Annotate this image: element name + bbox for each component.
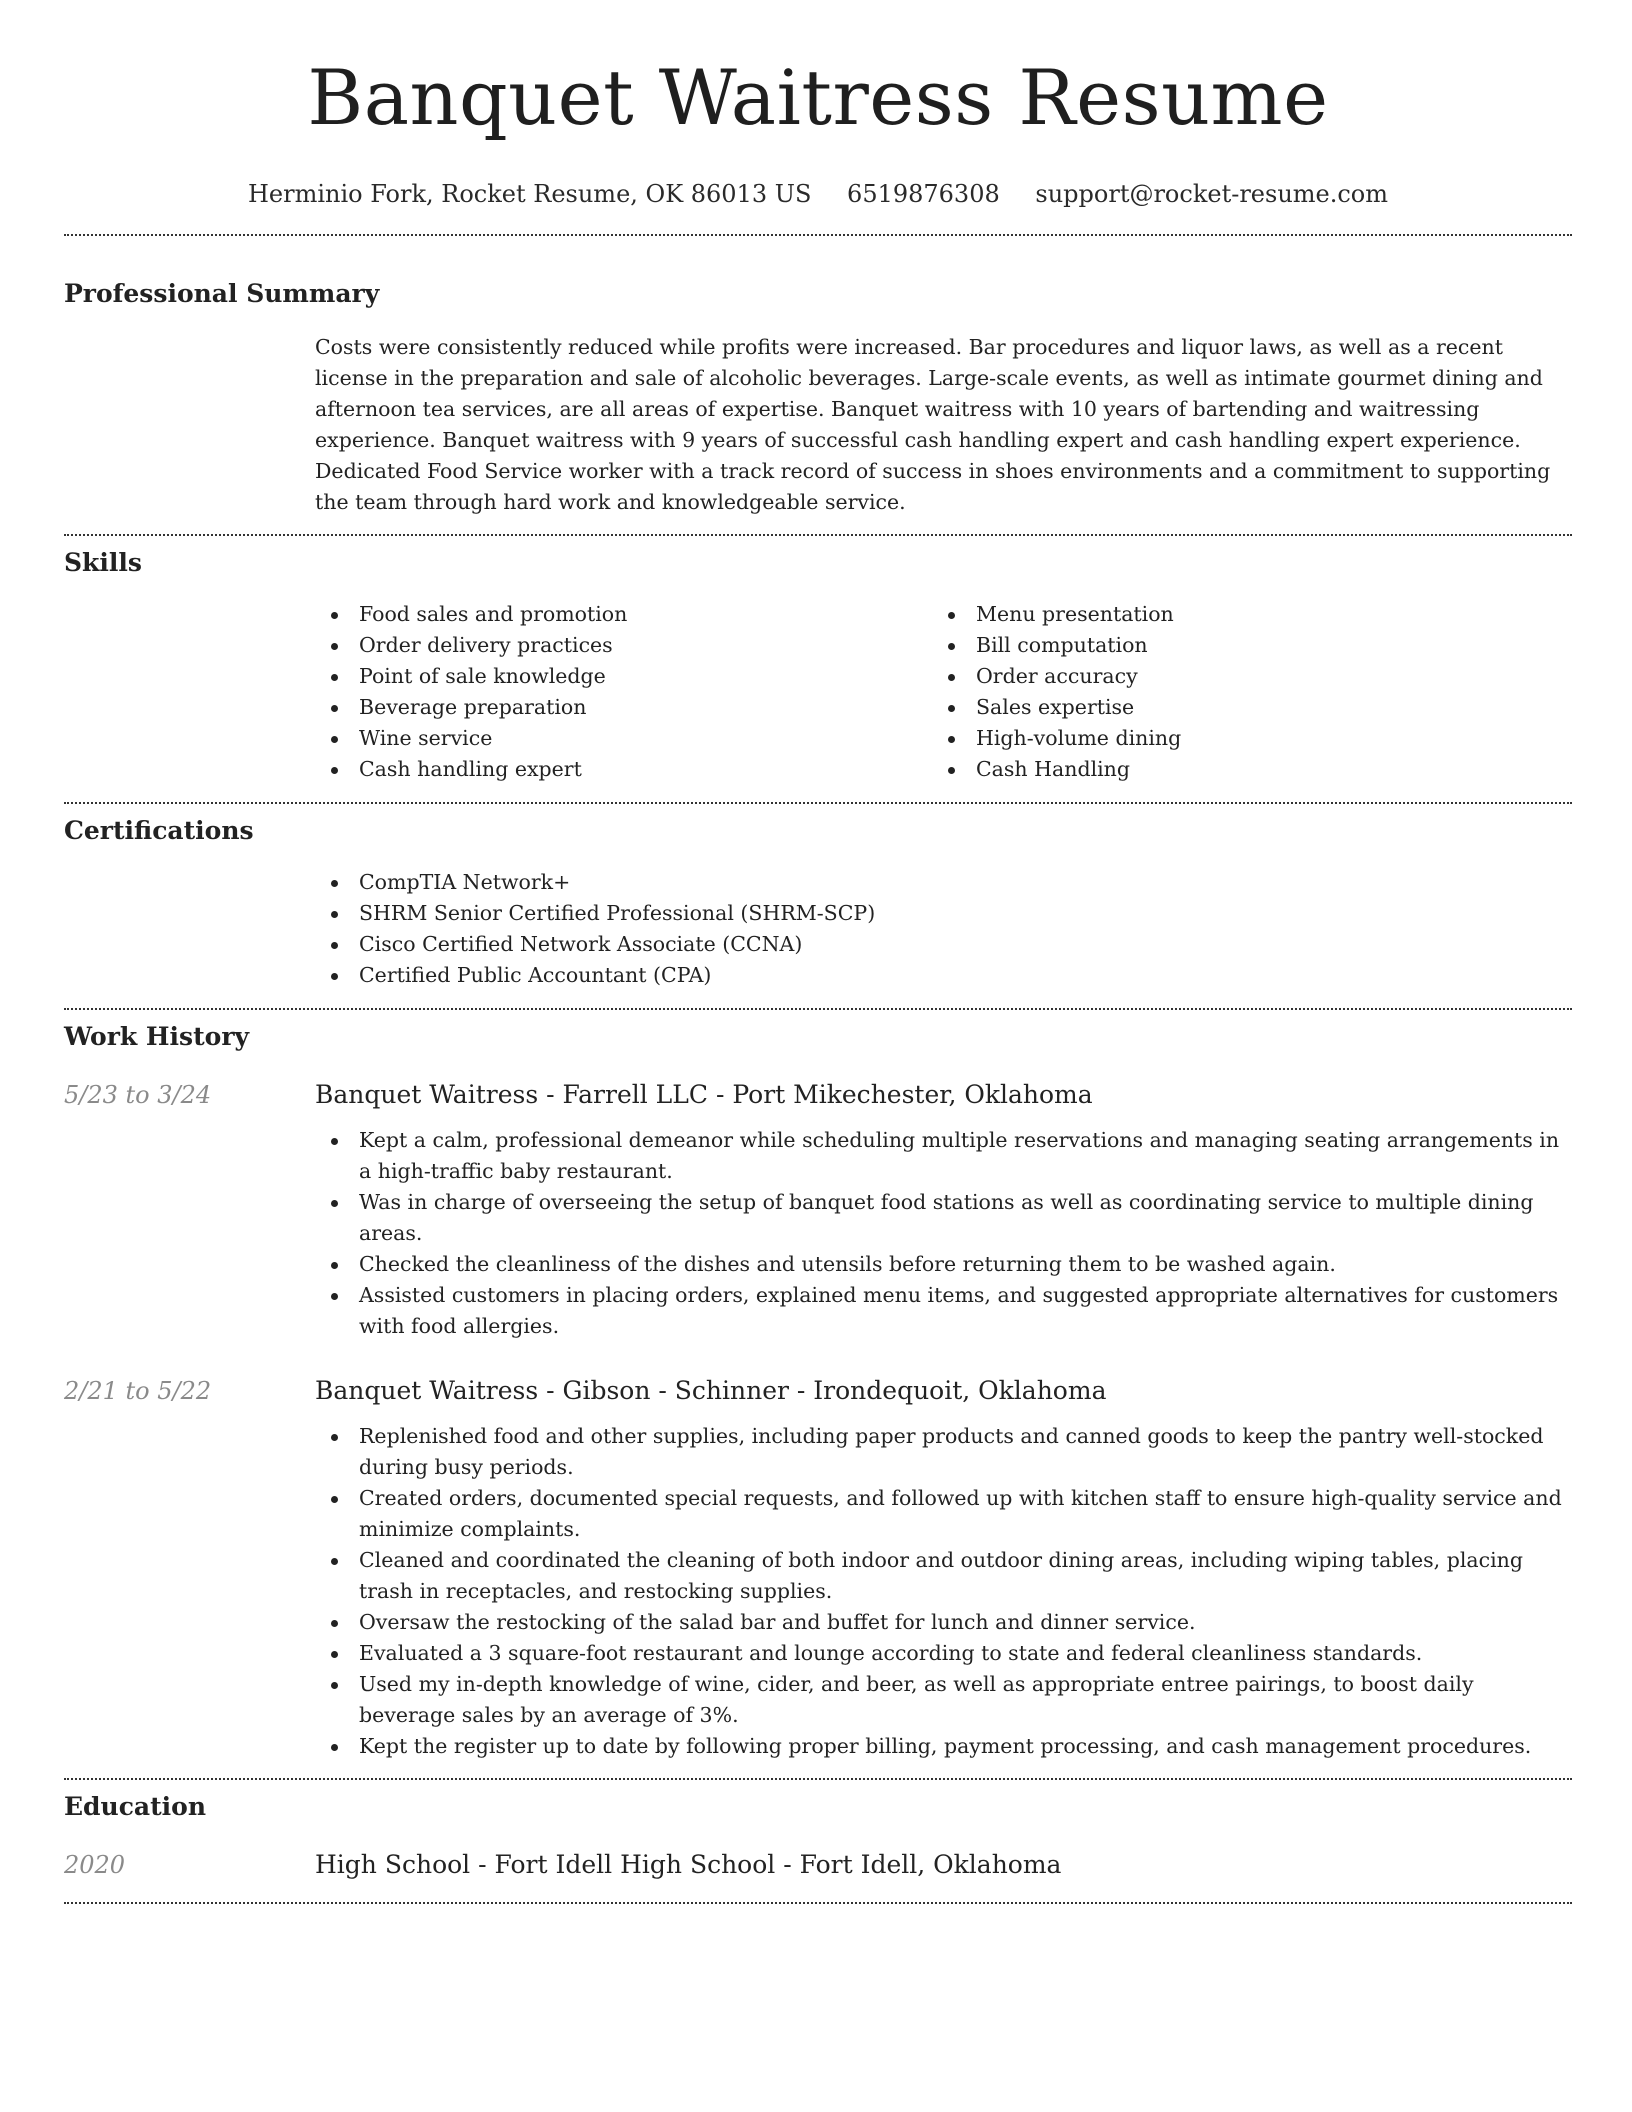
job-bullet: Was in charge of overseeing the setup of banquet food stations as well as coordinating service to multiple dining areas. (315, 1187, 1572, 1249)
certification-item: Certified Public Accountant (CPA) (315, 960, 1572, 991)
skill-item: High-volume dining (932, 723, 1549, 754)
job-bullet: Used my in-depth knowledge of wine, cider, and beer, as well as appropriate entree pairings, to boost daily beverage sales by an average of 3%. (315, 1669, 1572, 1731)
job-bullet: Cleaned and coordinated the cleaning of both indoor and outdoor dining areas, including wiping tables, placing trash in receptacles, and restocking supplies. (315, 1545, 1572, 1607)
education-title: High School - Fort Idell High School - Fort Idell, Oklahoma (315, 1850, 1062, 1879)
resume-title: Banquet Waitress Resume (307, 53, 1329, 142)
job-header (64, 1078, 1572, 1112)
skills-list-right (932, 599, 1549, 785)
contact-address: Herminio Fork, Rocket Resume, OK 86013 US (247, 180, 812, 208)
section-heading-work-history: Work History (64, 1022, 250, 1051)
job-header (64, 1374, 1572, 1408)
skill-item: Bill computation (932, 630, 1549, 661)
contact-phone: 6519876308 (847, 180, 1000, 208)
certifications-section (64, 814, 1572, 991)
contact-line (64, 178, 1572, 210)
job-bullet: Assisted customers in placing orders, explained menu items, and suggested appropriate alternatives for customers with food allergies. (315, 1280, 1572, 1342)
job-bullet: Replenished food and other supplies, including paper products and canned goods to keep the pantry well-stocked during busy periods. (315, 1421, 1572, 1483)
job-bullet: Evaluated a 3 square-foot restaurant and lounge according to state and federal cleanliness standards. (315, 1638, 1572, 1669)
certification-item: Cisco Certified Network Associate (CCNA) (315, 929, 1572, 960)
job-bullet: Created orders, documented special requests, and followed up with kitchen staff to ensure high-quality service and minimize complaints. (315, 1483, 1572, 1545)
job-entry (64, 1374, 1572, 1762)
education-entry (64, 1848, 1572, 1882)
skill-item: Beverage preparation (315, 692, 932, 723)
skills-columns (315, 599, 1572, 785)
job-bullet: Kept a calm, professional demeanor while scheduling multiple reservations and managing seating arrangements in a high-traffic baby restaurant. (315, 1125, 1572, 1187)
job-title: Banquet Waitress - Gibson - Schinner - Irondequoit, Oklahoma (315, 1376, 1107, 1405)
skill-item: Cash Handling (932, 754, 1549, 785)
divider (64, 1778, 1572, 1780)
job-bullet: Checked the cleanliness of the dishes and utensils before returning them to be washed again. (315, 1249, 1572, 1280)
work-history-section (64, 1020, 1572, 1762)
summary-text: Costs were consistently reduced while profits were increased. Bar procedures and liquor laws, as well as a recent license in the preparation and sale of alcoholic beverages. Large-scale events, as well as intimate gourmet dining and afternoon tea services, are all areas of expertise. Banquet waitress with 10 years of bartending and waitressing experience. Banquet waitress with 9 years of successful cash handling expert and cash handling expert experience. Dedicated Food Service worker with a track record of success in shoes environments and a commitment to supporting the team through hard work and knowledgeable service. (315, 335, 1551, 514)
job-bullet: Oversaw the restocking of the salad bar and buffet for lunch and dinner service. (315, 1607, 1572, 1638)
education-section (64, 1790, 1572, 1882)
job-bullets (315, 1125, 1572, 1342)
section-heading-summary: Professional Summary (64, 279, 380, 308)
divider (64, 534, 1572, 536)
skill-item: Food sales and promotion (315, 599, 932, 630)
education-year: 2020 (64, 1851, 126, 1879)
skill-item: Order delivery practices (315, 630, 932, 661)
certification-item: CompTIA Network+ (315, 867, 1572, 898)
job-title: Banquet Waitress - Farrell LLC - Port Mikechester, Oklahoma (315, 1080, 1093, 1109)
skill-item: Menu presentation (932, 599, 1549, 630)
summary-section (64, 277, 1572, 518)
job-dates: 5/23 to 3/24 (64, 1081, 212, 1109)
job-bullet: Kept the register up to date by following proper billing, payment processing, and cash management procedures. (315, 1731, 1572, 1762)
section-heading-certifications: Certifications (64, 816, 254, 845)
job-entry (64, 1078, 1572, 1342)
divider (64, 802, 1572, 804)
contact-email: support@rocket-resume.com (1035, 180, 1389, 208)
job-dates: 2/21 to 5/22 (64, 1377, 212, 1405)
skills-list-left (315, 599, 932, 785)
skill-item: Cash handling expert (315, 754, 932, 785)
section-heading-skills: Skills (64, 548, 142, 577)
skill-item: Order accuracy (932, 661, 1549, 692)
section-heading-education: Education (64, 1792, 207, 1821)
skills-section (64, 546, 1572, 785)
certification-item: SHRM Senior Certified Professional (SHRM-SCP) (315, 898, 1572, 929)
resume-page (64, 0, 1572, 1904)
skill-item: Sales expertise (932, 692, 1549, 723)
divider (64, 1902, 1572, 1904)
divider (64, 1008, 1572, 1010)
skill-item: Point of sale knowledge (315, 661, 932, 692)
job-bullets (315, 1421, 1572, 1762)
skill-item: Wine service (315, 723, 932, 754)
certifications-list (315, 867, 1572, 991)
divider (64, 234, 1572, 236)
